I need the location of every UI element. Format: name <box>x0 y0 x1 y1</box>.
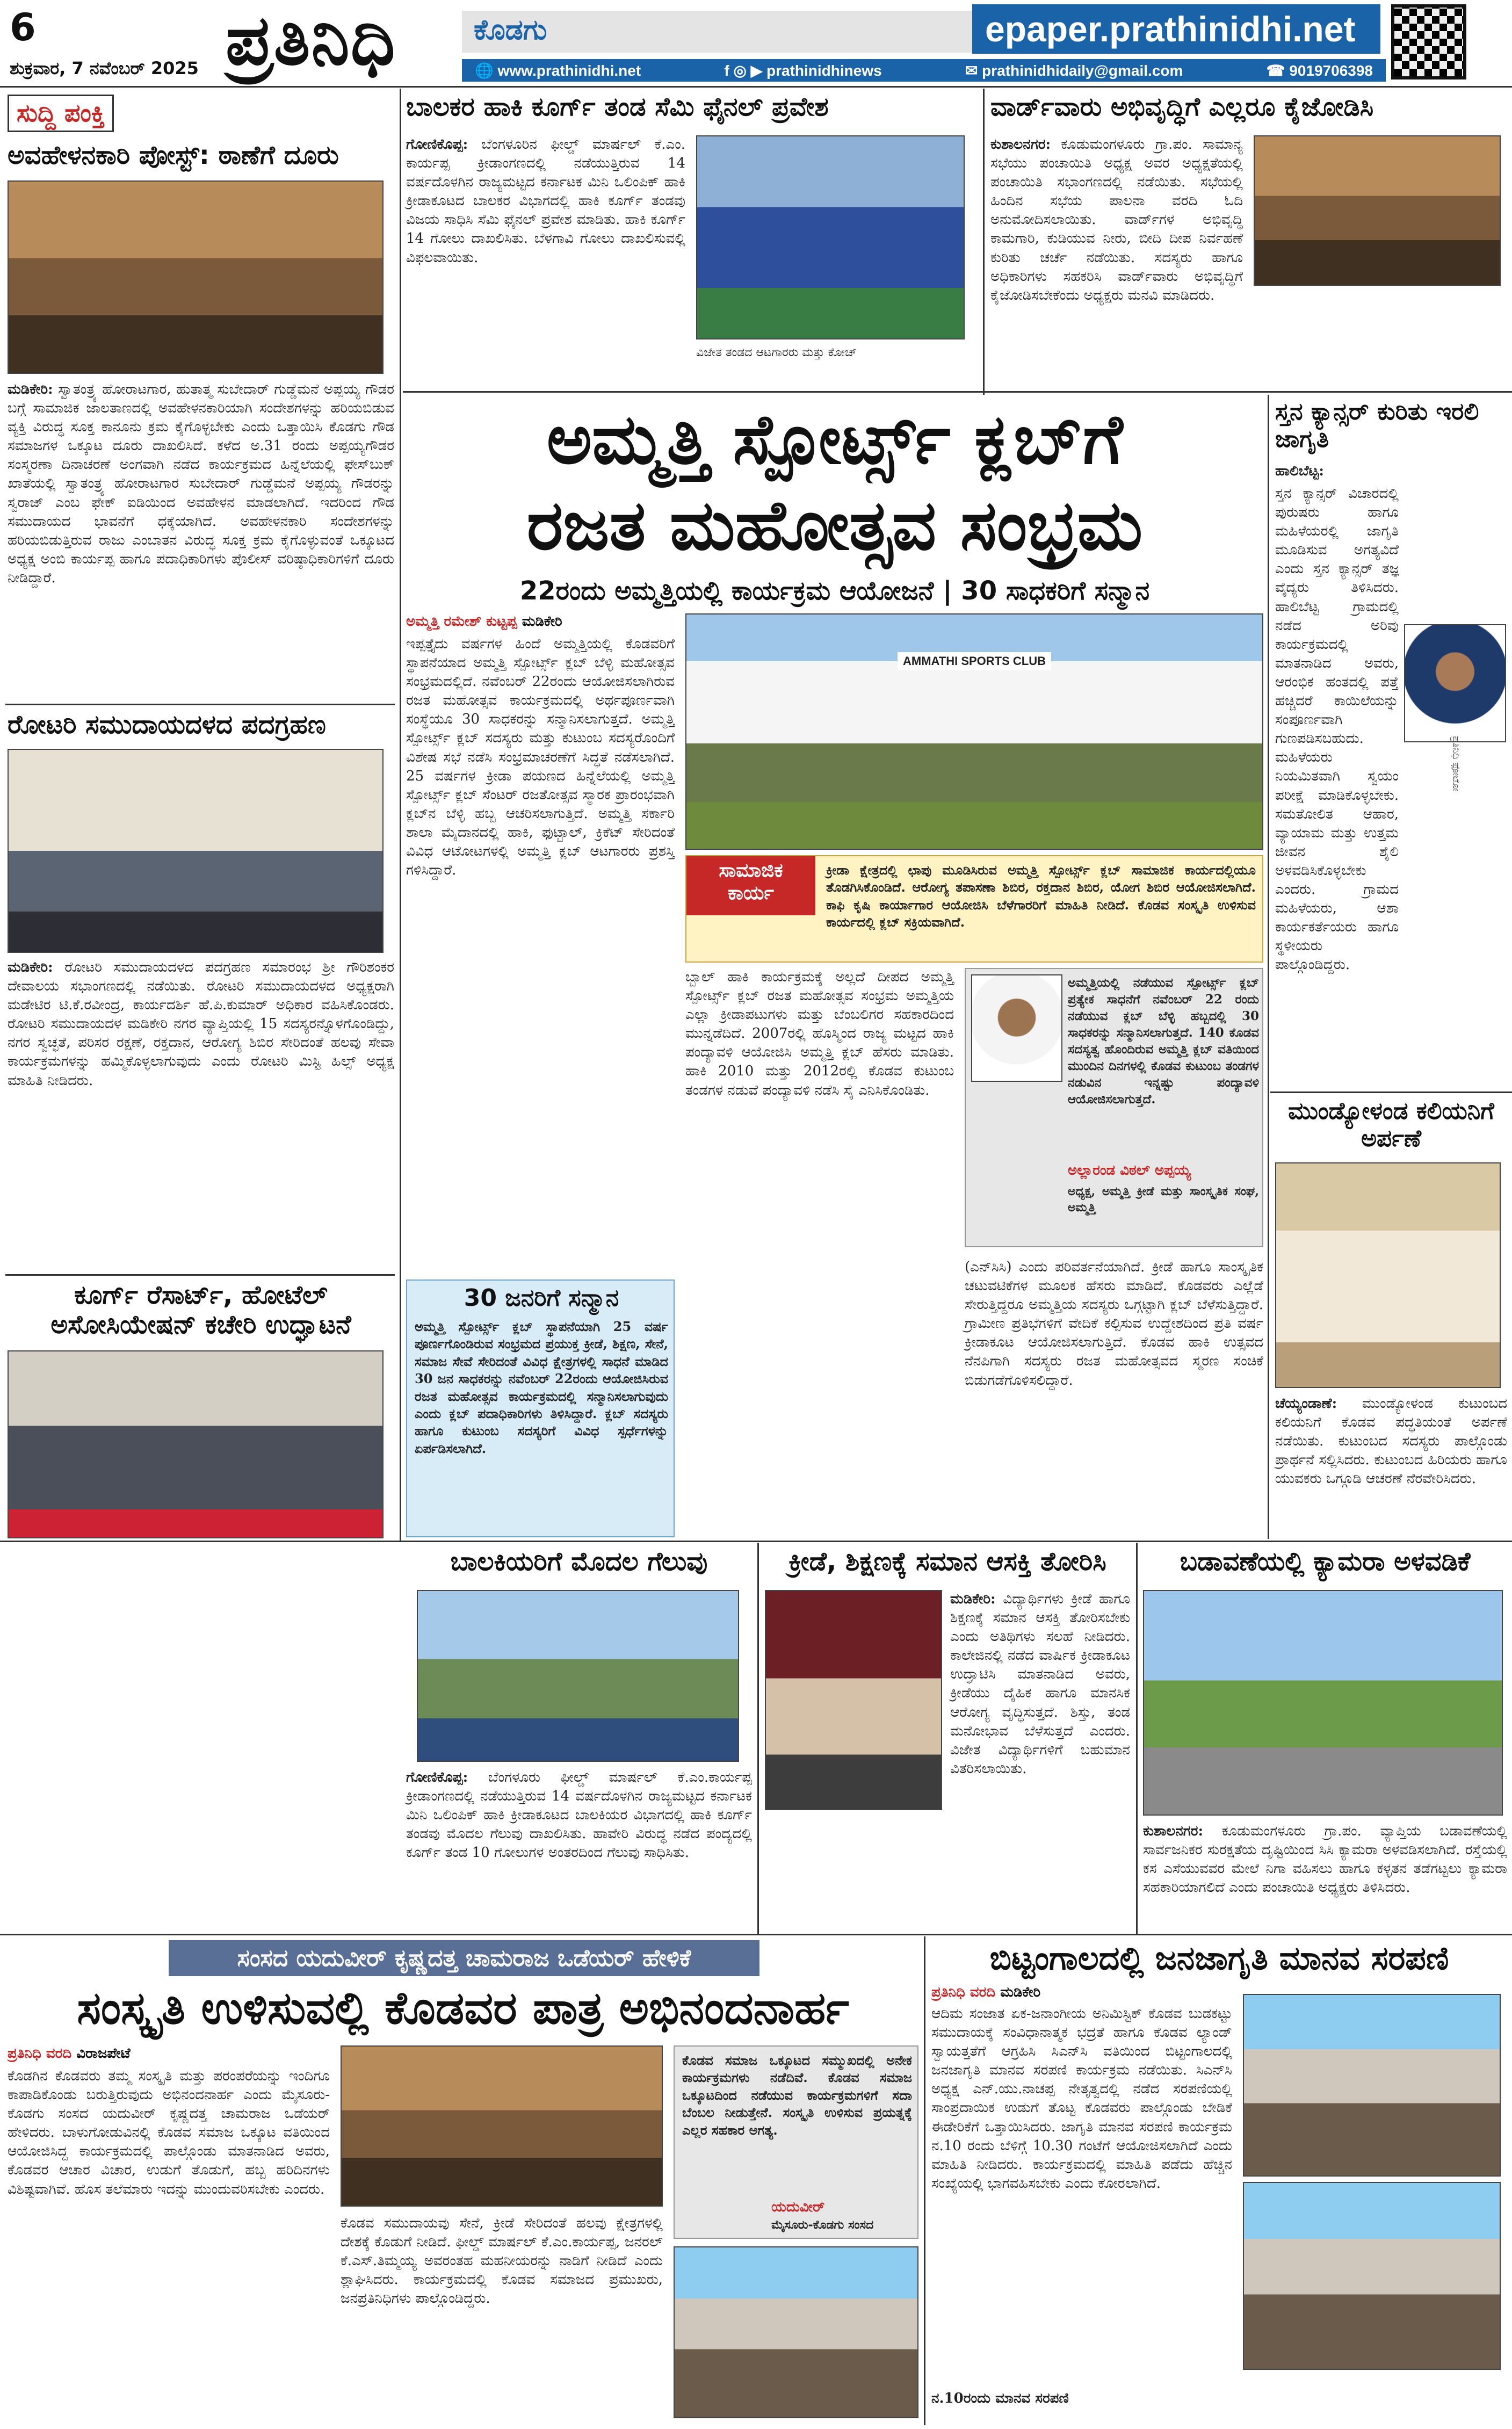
article-byline: ಪ್ರತಿನಿಧಿ ವರದಿ ವಿರಾಜಪೇಟೆ <box>8 2045 131 2062</box>
section-divider <box>1270 1091 1512 1093</box>
article-body: ಮಡಿಕೇರಿ: ವಿದ್ಯಾರ್ಥಿಗಳು ಕ್ರೀಡೆ ಹಾಗೂ ಶಿಕ್ಷಣಕ್ಕೆ ಸಮಾನ ಆಸಕ್ತಿ ತೋರಿಸಬೇಕು ಎಂದು ಅತಿಥಿಗಳು ಸಲಹೆ ನೀಡಿದರು. ಕಾಲೇಜಿನಲ್ಲಿ ನಡೆದ ವಾರ್ಷಿಕ ಕ್ರೀಡಾಕೂಟ ಉದ್ಘಾಟಿಸಿ ಮಾತನಾಡಿದ ಅವರು, ಕ್ರೀಡೆಯು ದೈಹಿಕ ಹಾಗೂ ಮಾನಸಿಕ ಆರೋಗ್ಯ ವೃದ್ಧಿಸುತ್ತದೆ. ಶಿಸ್ತು, ತಂಡ ಮನೋಭಾವ ಬೆಳೆಸುತ್ತದೆ ಎಂದರು. ವಿಜೇತ ವಿದ್ಯಾರ್ಥಿಗಳಿಗೆ ಬಹುಮಾನ ವಿತರಿಸಲಾಯಿತು. <box>950 1591 1131 1777</box>
quote-author: ಯದುವೀರ್ <box>771 2199 825 2215</box>
article-body-col1: ಕೊಡಗಿನ ಕೊಡವರು ತಮ್ಮ ಸಂಸ್ಕೃತಿ ಮತ್ತು ಪರಂಪರೆಯನ್ನು ಇಂದಿಗೂ ಕಾಪಾಡಿಕೊಂಡು ಬರುತ್ತಿರುವುದು ಅಭಿನಂದನಾರ್ಹ ಎಂದು ಮೈಸೂರು-ಕೊಡಗು ಸಂಸದ ಯದುವೀರ್ ಕೃಷ್ಣದತ್ತ ಚಾಮರಾಜ ಒಡೆಯರ್ ಹೇಳಿದರು. ಬಾಳುಗೋಡುವಿನಲ್ಲಿ ಕೊಡವ ಸಮಾಜ ಒಕ್ಕೂಟ ವತಿಯಿಂದ ಆಯೋಜಿಸಿದ್ದ ಕಾರ್ಯಕ್ರಮದಲ್ಲಿ ಪಾಲ್ಗೊಂಡು ಮಾತನಾಡಿದ ಅವರು, ಕೊಡವರ ಆಚಾರ ವಿಚಾರ, ಉಡುಗೆ ತೊಡುಗೆ, ಹಬ್ಬ ಹರಿದಿನಗಳು ವಿಶಿಷ್ಟವಾಗಿವೆ. ಹೊಸ ತಲೆಮಾರು ಇದನ್ನು ಮುಂದುವರಿಸಬೇಕು ಎಂದರು. <box>8 2068 330 2197</box>
mp-quote <box>674 2045 918 2239</box>
lead-byline: ಅಮ್ಮತ್ತಿ ರಮೇಶ್ ಕುಟ್ಟಪ್ಪ ಮಡಿಕೇರಿ <box>406 613 562 630</box>
article-photo <box>341 2045 663 2207</box>
column-divider <box>1268 395 1269 1539</box>
lead-subheadline: 22ರಂದು ಅಮ್ಮತ್ತಿಯಲ್ಲಿ ಕಾರ್ಯಕ್ರಮ ಆಯೋಜನೆ | 30 ಸಾಧಕರಿಗೆ ಸನ್ಮಾನ <box>519 576 1150 606</box>
lead-headline-line2: ರಜತ ಮಹೋತ್ಸವ ಸಂಭ್ರಮ <box>526 486 1143 566</box>
section-divider <box>0 1541 1512 1542</box>
section-divider <box>5 704 395 705</box>
article-photo <box>765 1590 942 1810</box>
honors-title: 30 ಜನರಿಗೆ ಸನ್ಮಾನ <box>464 1284 619 1312</box>
quote-author: ಅಲ್ಲಾರಂಡ ವಿಠಲ್ ಅಪ್ಪಯ್ಯ <box>1068 1162 1191 1179</box>
article-photo <box>8 749 384 953</box>
article-body: ಸ್ತನ ಕ್ಯಾನ್ಸರ್ ವಿಚಾರದಲ್ಲಿ ಪುರುಷರು ಹಾಗೂ ಮಹಿಳೆಯರಲ್ಲಿ ಜಾಗೃತಿ ಮೂಡಿಸುವ ಅಗತ್ಯವಿದೆ ಎಂದು ಸ್ತನ ಕ್ಯಾನ್ಸರ್ ತಜ್ಞ ವೈದ್ಯರು ತಿಳಿಸಿದರು. ಹಾಲಿಬೆಟ್ಟ ಗ್ರಾಮದಲ್ಲಿ ನಡೆದ ಅರಿವು ಕಾರ್ಯಕ್ರಮದಲ್ಲಿ ಮಾತನಾಡಿದ ಅವರು, ಆರಂಭಿಕ ಹಂತದಲ್ಲಿ ಪತ್ತೆ ಹಚ್ಚಿದರೆ ಕಾಯಿಲೆಯನ್ನು ಸಂಪೂರ್ಣವಾಗಿ ಗುಣಪಡಿಸಬಹುದು. ಮಹಿಳೆಯರು ನಿಯಮಿತವಾಗಿ ಸ್ವಯಂ ಪರೀಕ್ಷೆ ಮಾಡಿಕೊಳ್ಳಬೇಕು. ಸಮತೋಲಿತ ಆಹಾರ, ವ್ಯಾಯಾಮ ಮತ್ತು ಉತ್ತಮ ಜೀವನ ಶೈಲಿ ಅಳವಡಿಸಿಕೊಳ್ಳಬೇಕು ಎಂದರು. ಗ್ರಾಮದ ಮಹಿಳೆಯರು, ಆಶಾ ಕಾರ್ಯಕರ್ತೆಯರು ಹಾಗೂ ಸ್ಥಳೀಯರು ಪಾಲ್ಗೊಂಡಿದ್ದರು. <box>1275 486 1399 973</box>
quote-role: ಮೈಸೂರು-ಕೊಡಗು ಸಂಸದ <box>771 2218 874 2232</box>
column-divider <box>924 1936 925 2425</box>
lead-body-col1: ಇಪ್ಪತ್ತೈದು ವರ್ಷಗಳ ಹಿಂದೆ ಅಮ್ಮತ್ತಿಯಲ್ಲಿ ಕೊಡವರಿಗೆ ಸ್ಥಾಪನೆಯಾದ ಅಮ್ಮತ್ತಿ ಸ್ಪೋರ್ಟ್ಸ್ ಕ್ಲಬ್ ಬೆಳ್ಳಿ ಮಹೋತ್ಸವ ಸಂಭ್ರಮದಲ್ಲಿದೆ. ನವೆಂಬರ್ 22ರಂದು ಆಯೋಜಿಸಲಾಗಿರುವ ರಜತ ಮಹೋತ್ಸವ ಕಾರ್ಯಕ್ರಮದಲ್ಲಿ ಅರ್ಥಪೂರ್ಣವಾಗಿ ಸಂಸ್ಥೆಯೂ 30 ಸಾಧಕರನ್ನು ಸನ್ಮಾನಿಸಲಾಗುತ್ತದೆ. ಅಮ್ಮತ್ತಿ ಸ್ಪೋರ್ಟ್ಸ್ ಕ್ಲಬ್ ಸದಸ್ಯರು ಮತ್ತು ಕುಟುಂಬ ಸದಸ್ಯರೊಂದಿಗೆ ವಿಶೇಷ ಸಭೆ ನಡೆಸಿ ಸಂಭ್ರಮಾಚರಣೆಗೆ ಸಿದ್ಧತೆ ನಡೆಸಲಾಗಿದೆ. 25 ವರ್ಷಗಳ ಕ್ರೀಡಾ ಪಯಣದ ಹಿನ್ನೆಲೆಯಲ್ಲಿ ಅಮ್ಮತ್ತಿ ಸ್ಪೋರ್ಟ್ಸ್ ಕ್ಲಬ್ ಸೆಂಟರ್ ರಜತೋತ್ಸವ ಸ್ಮಾರಕ ಪ್ರಾರಂಭವಾಗಿ ಕ್ಲಬ್‌ನ ಬೆಳ್ಳಿ ಹಬ್ಬ ಆಚರಿಸಲಾಗುತ್ತಿದೆ. ಅಮ್ಮತ್ತಿ ಸರ್ಕಾರಿ ಶಾಲಾ ಮೈದಾನದಲ್ಲಿ ಹಾಕಿ, ಫುಟ್ಬಾಲ್, ಕ್ರಿಕೆಟ್ ಸೇರಿದಂತೆ ವಿವಿಧ ಆಟೋಟಗಳಲ್ಲಿ ಅಮ್ಮತ್ತಿ ಕ್ಲಬ್ ಆಟಗಾರರು ಪ್ರಶಸ್ತಿ ಗಳಿಸಿದ್ದಾರೆ. <box>406 636 675 879</box>
article-photo <box>8 1350 384 1538</box>
article-photo <box>1143 1590 1503 1816</box>
honors-box <box>406 1279 675 1537</box>
article-photo <box>417 1590 739 1762</box>
article-footer: ನ.10ರಂದು ಮಾನವ ಸರಪಣಿ <box>931 2390 1069 2406</box>
email-link[interactable]: ✉ prathinidhidaily@gmail.com <box>965 62 1183 79</box>
photo-caption: ವಿಜೇತ ತಂಡದ ಆಟಗಾರರು ಮತ್ತು ಕೋಚ್ <box>696 346 857 359</box>
article-photo <box>1254 135 1501 286</box>
section-divider <box>403 391 1512 393</box>
section-divider <box>0 1934 1512 1935</box>
column-divider <box>983 89 985 395</box>
story-ribbon: ಸಂಸದ ಯದುವೀರ್ ಕೃಷ್ಣದತ್ತ ಚಾಮರಾಜ ಒಡೆಯರ್ ಹೇಳಿಕೆ <box>169 1940 759 1976</box>
article-headline: ಬಾಲಕರ ಹಾಕಿ ಕೂರ್ಗ್ ತಂಡ ಸೆಮಿ ಫೈನಲ್ ಪ್ರವೇಶ <box>406 92 829 122</box>
social-work-text: ಕ್ರೀಡಾ ಕ್ಷೇತ್ರದಲ್ಲಿ ಛಾಪು ಮೂಡಿಸಿರುವ ಅಮ್ಮತ್ತಿ ಸ್ಪೋರ್ಟ್ಸ್ ಕ್ಲಬ್ ಸಾಮಾಜಿಕ ಕಾರ್ಯದಲ್ಲಿಯೂ ತೊಡಗಿಸಿಕೊಂಡಿದೆ. ಆರೋಗ್ಯ ತಪಾಸಣಾ ಶಿಬಿರ, ರಕ್ತದಾನ ಶಿಬಿರ, ಯೋಗ ಶಿಬಿರ ಆಯೋಜಿಸಲಾಗಿದೆ. ಕಾಫಿ ಕೃಷಿ ಕಾರ್ಯಾಗಾರ ಆಯೋಜಿಸಿ ಬೆಳೆಗಾರರಿಗೆ ಮಾಹಿತಿ ನೀಡಿದೆ. ಕೊಡವ ಸಂಸ್ಕೃತಿ ಉಳಿಸುವ ಕಾರ್ಯದಲ್ಲಿ ಕ್ಲಬ್ ಸಕ್ರಿಯವಾಗಿದೆ. <box>826 862 1256 930</box>
article-body-lead: ಹಾಲಿಬೆಟ್ಟ: <box>1275 463 1325 479</box>
column-divider <box>1136 1543 1138 1935</box>
article-photo <box>696 135 965 339</box>
article-body-col2: ಕೊಡವ ಸಮುದಾಯವು ಸೇನೆ, ಕ್ರೀಡೆ ಸೇರಿದಂತೆ ಹಲವು ಕ್ಷೇತ್ರಗಳಲ್ಲಿ ದೇಶಕ್ಕೆ ಕೊಡುಗೆ ನೀಡಿದೆ. ಫೀಲ್ಡ್ ಮಾರ್ಷಲ್ ಕೆ.ಎಂ.ಕಾರ್ಯಪ್ಪ, ಜನರಲ್ ಕೆ.ಎಸ್.ತಿಮ್ಮಯ್ಯ ಅವರಂತಹ ಮಹನೀಯರನ್ನು ನಾಡಿಗೆ ನೀಡಿದೆ ಎಂದು ಶ್ಲಾಘಿಸಿದರು. ಕಾರ್ಯಕ್ರಮದಲ್ಲಿ ಕೊಡವ ಸಮಾಜದ ಪ್ರಮುಖರು, ಜನಪ್ರತಿನಿಧಿಗಳು ಪಾಲ್ಗೊಂಡಿದ್ದರು. <box>341 2215 663 2307</box>
quote-text: ಅಮ್ಮತ್ತಿಯಲ್ಲಿ ನಡೆಯುವ ಸ್ಪೋರ್ಟ್ಸ್ ಕ್ಲಬ್ ಪ್ರತ್ಯೇಕ ಸಾಧನೆಗೆ ನವೆಂಬರ್ 22 ರಂದು ನಡೆಯುವ ಕ್ಲಬ್ ಬೆಳ್ಳಿ ಹಬ್ಬದಲ್ಲಿ 30 ಸಾಧಕರನ್ನು ಸನ್ಮಾನಿಸಲಾಗುತ್ತದೆ. 140 ಕೊಡವ ಸದಸ್ಯತ್ವ ಹೊಂದಿರುವ ಅಮ್ಮತ್ತಿ ಕ್ಲಬ್ ವತಿಯಿಂದ ಮುಂದಿನ ದಿನಗಳಲ್ಲಿ ಕೊಡವ ಕುಟುಂಬ ತಂಡಗಳ ನಡುವಿನ ಇನ್ನಷ್ಟು ಪಂದ್ಯಾವಳಿ ಆಯೋಜಿಸಲಾಗುತ್ತದೆ. <box>1068 975 1259 1107</box>
article-headline: ಸಂಸ್ಕೃತಿ ಉಳಿಸುವಲ್ಲಿ ಕೊಡವರ ಪಾತ್ರ ಅಭಿನಂದನಾರ್ಹ <box>77 1982 849 2034</box>
article-photo-1 <box>1243 1994 1501 2177</box>
article-headline: ಕ್ರೀಡೆ, ಶಿಕ್ಷಣಕ್ಕೆ ಸಮಾನ ಆಸಕ್ತಿ ತೋರಿಸಿ <box>788 1546 1106 1577</box>
article-headline: ಮುಂಡ್ಯೋಳಂಡ ಕಲಿಯನಿಗೆ ಅರ್ಪಣೆ <box>1288 1097 1494 1152</box>
article-body: ಕುಶಾಲನಗರ: ಕೂಡುಮಂಗಳೂರು ಗ್ರಾ.ಪಂ. ಸಾಮಾನ್ಯ ಸಭೆಯು ಪಂಚಾಯಿತಿ ಅಧ್ಯಕ್ಷ ಅವರ ಅಧ್ಯಕ್ಷತೆಯಲ್ಲಿ ಪಂಚಾಯಿತಿ ಸಭಾಂಗಣದಲ್ಲಿ ನಡೆಯಿತು. ಸಭೆಯಲ್ಲಿ ಹಿಂದಿನ ಸಭೆಯ ಪಾಲನಾ ವರದಿ ಓದಿ ಅನುಮೋದಿಸಲಾಯಿತು. ವಾರ್ಡ್‌ಗಳ ಅಭಿವೃದ್ಧಿ ಕಾಮಗಾರಿ, ಕುಡಿಯುವ ನೀರು, ಬೀದಿ ದೀಪ ನಿರ್ವಹಣೆ ಕುರಿತು ಚರ್ಚೆ ನಡೆಯಿತು. ಸದಸ್ಯರು ಹಾಗೂ ಅಧಿಕಾರಿಗಳು ಸಹಕರಿಸಿ ವಾರ್ಡ್‌ವಾರು ಅಭಿವೃದ್ಧಿಗೆ ಕೈಜೋಡಿಸಬೇಕೆಂದು ಅಧ್ಯಕ್ಷರು ಮನವಿ ಮಾಡಿದರು. <box>990 136 1243 303</box>
article-body: ಆದಿಮ ಸಂಜಾತ ಏಕ-ಜನಾಂಗೀಯ ಅನಿಮಿಸ್ಟಿಕ್ ಕೊಡವ ಬುಡಕಟ್ಟು ಸಮುದಾಯಕ್ಕೆ ಸಂವಿಧಾನಾತ್ಮಕ ಭದ್ರತೆ ಹಾಗೂ ಕೊಡವ ಲ್ಯಾಂಡ್ ಸ್ವಾಯತ್ತತೆಗೆ ಆಗ್ರಹಿಸಿ ಸಿಎನ್‌ಸಿ ವತಿಯಿಂದ ಬಿಟ್ಟಂಗಾಲದಲ್ಲಿ ಜನಜಾಗೃತಿ ಮಾನವ ಸರಪಣಿ ಕಾರ್ಯಕ್ರಮ ನಡೆಯಿತು. ಸಿಎನ್‌ಸಿ ಅಧ್ಯಕ್ಷ ಎನ್.ಯು.ನಾಚಪ್ಪ ನೇತೃತ್ವದಲ್ಲಿ ನಡೆದ ಸರಪಣಿಯಲ್ಲಿ ಸಾಂಪ್ರದಾಯಿಕ ಉಡುಗೆ ತೊಟ್ಟ ಕೊಡವರು ಪಾಲ್ಗೊಂಡು ಬೇಡಿಕೆ ಈಡೇರಿಕೆಗೆ ಒತ್ತಾಯಿಸಿದರು. ಜಾಗೃತಿ ಮಾನವ ಸರಪಣಿ ಕಾರ್ಯಕ್ರಮ ನ.10 ರಂದು ಬೆಳಿಗ್ಗೆ 10.30 ಗಂಟೆಗೆ ಆಯೋಜಿಸಲಾಗಿದೆ ಎಂದು ಮಾಹಿತಿ ನೀಡಿದರು. ಕಾರ್ಯಕ್ರಮದಲ್ಲಿ ಮಾಹಿತಿ ಪಡೆದು ಹೆಚ್ಚಿನ ಸಂಖ್ಯೆಯಲ್ಲಿ ಭಾಗವಹಿಸಬೇಕು ಎಂದು ಕೋರಲಾಗಿದೆ. <box>931 2006 1232 2192</box>
article-headline: ಸ್ತನ ಕ್ಯಾನ್ಸರ್ ಕುರಿತು ಇರಲಿ ಜಾಗೃತಿ <box>1275 398 1479 453</box>
lead-body-col3: (ಎನ್‌ಸಿಸಿ) ಎಂದು ಪರಿವರ್ತನೆಯಾಗಿದೆ. ಕ್ರೀಡೆ ಹಾಗೂ ಸಾಂಸ್ಕೃತಿಕ ಚಟುವಟಿಕೆಗಳ ಮೂಲಕ ಹೆಸರು ಮಾಡಿದೆ. ಕೊಡವರು ಎಲ್ಲೆಡೆ ಸೇರುತ್ತಿದ್ದರೂ ಅಮ್ಮತ್ತಿಯ ಸದಸ್ಯರು ಒಗ್ಗಟ್ಟಾಗಿ ಕ್ಲಬ್ ಬೆಳೆಸುತ್ತಿದ್ದಾರೆ. ಗ್ರಾಮೀಣ ಪ್ರತಿಭೆಗಳಿಗೆ ವೇದಿಕೆ ಕಲ್ಪಿಸುವ ಉದ್ದೇಶದಿಂದ ಪ್ರತಿ ವರ್ಷ ಕ್ರೀಡಾಕೂಟ ಆಯೋಜಿಸಲಾಗುತ್ತಿದೆ. ಕೊಡವ ಹಾಕಿ ಉತ್ಸವದ ನೆನಪಿಗಾಗಿ ಸದಸ್ಯರು ರಜತ ಮಹೋತ್ಸವದ ಸ್ಮರಣ ಸಂಚಿಕೆ ಬಿಡುಗಡೆಗೊಳಿಸಲಿದ್ದಾರೆ. <box>965 1259 1263 1389</box>
photo-credit: ಪ್ರತಿನಿಧಿ ಫೋಟೋ <box>1450 736 1462 792</box>
lead-headline-line1: ಅಮ್ಮತ್ತಿ ಸ್ಪೋರ್ಟ್ಸ್ ಕ್ಲಬ್‌ಗೆ <box>546 400 1123 480</box>
article-photo <box>1275 1162 1501 1388</box>
phone-number[interactable]: ☎ 9019706398 <box>1266 62 1373 79</box>
quote-text: ಕೊಡವ ಸಮಾಜ ಒಕ್ಕೂಟದ ಸಮ್ಮುಖದಲ್ಲಿ ಅನೇಕ ಕಾರ್ಯಕ್ರಮಗಳು ನಡೆದಿವೆ. ಕೊಡವ ಸಮಾಜ ಒಕ್ಕೂಟದಿಂದ ನಡೆಯುವ ಕಾರ್ಯಕ್ರಮಗಳಿಗೆ ಸದಾ ಬೆಂಬಲ ನೀಡುತ್ತೇನೆ. ಸಂಸ್ಕೃತಿ ಉಳಿಸುವ ಪ್ರಯತ್ನಕ್ಕೆ ಎಲ್ಲರ ಸಹಕಾರ ಅಗತ್ಯ. <box>682 2052 912 2138</box>
article-body: ಮಡಿಕೇರಿ: ರೋಟರಿ ಸಮುದಾಯದಳದ ಪದಗ್ರಹಣ ಸಮಾರಂಭ ಶ್ರೀ ಗೌರಿಶಂಕರ ದೇವಾಲಯ ಸಭಾಂಗಣದಲ್ಲಿ ನಡೆಯಿತು. ರೋಟರಿ ಸಮುದಾಯದಳದ ಅಧ್ಯಕ್ಷರಾಗಿ ಮಡೇಟಿರ ಟಿ.ಕೆ.ರವೀಂದ್ರ, ಕಾರ್ಯದರ್ಶಿ ಹೆ.ಪಿ.ಕುಮಾರ್ ಅಧಿಕಾರ ವಹಿಸಿಕೊಂಡರು. ರೋಟರಿ ಸಮುದಾಯದಳ ಮಡಿಕೇರಿ ನಗರ ವ್ಯಾಪ್ತಿಯಲ್ಲಿ 15 ಸದಸ್ಯರನ್ನೊಳಗೊಂಡಿದ್ದು, ನಗರ ಸ್ವಚ್ಛತೆ, ಪರಿಸರ ರಕ್ಷಣೆ, ರಕ್ತದಾನ, ಆರೋಗ್ಯ ಶಿಬಿರ ಸೇರಿದಂತೆ ಹಲವು ಸೇವಾ ಕಾರ್ಯಕ್ರಮಗಳನ್ನು ಹಮ್ಮಿಕೊಳ್ಳಲಾಗುವುದು ಎಂದು ರೋಟರಿ ಮಿಸ್ಟಿ ಹಿಲ್ಸ್ ಅಧ್ಯಕ್ಷ ಮಾಹಿತಿ ನೀಡಿದರು. <box>8 959 395 1089</box>
article-headline: ರೋಟರಿ ಸಮುದಾಯದಳದ ಪದಗ್ರಹಣ <box>8 710 326 740</box>
honors-text: ಅಮ್ಮತ್ತಿ ಸ್ಪೋರ್ಟ್ಸ್ ಕ್ಲಬ್ ಸ್ಥಾಪನೆಯಾಗಿ 25 ವರ್ಷ ಪೂರ್ಣಗೊಂಡಿರುವ ಸಂಭ್ರಮದ ಪ್ರಯುಕ್ತ ಕ್ರೀಡೆ, ಶಿಕ್ಷಣ, ಸೇನೆ, ಸಮಾಜ ಸೇವೆ ಸೇರಿದಂತೆ ವಿವಿಧ ಕ್ಷೇತ್ರಗಳಲ್ಲಿ ಸಾಧನೆ ಮಾಡಿದ 30 ಜನ ಸಾಧಕರನ್ನು ನವೆಂಬರ್ 22ರಂದು ಆಯೋಜಿಸಿರುವ ರಜತ ಮಹೋತ್ಸವ ಕಾರ್ಯಕ್ರಮದಲ್ಲಿ ಸನ್ಮಾನಿಸಲಾಗುವುದು ಎಂದು ಕ್ಲಬ್ ಪದಾಧಿಕಾರಿಗಳು ತಿಳಿಸಿದ್ದಾರೆ. ಕ್ಲಬ್ ಸದಸ್ಯರು ಹಾಗೂ ಕುಟುಂಬ ಸದಸ್ಯರಿಗೆ ವಿವಿಧ ಸ್ಪರ್ಧೆಗಳನ್ನು ಏರ್ಪಡಿಸಲಾಗಿದೆ. <box>415 1319 668 1456</box>
ammathi-lead-article <box>406 399 1263 1537</box>
club-sign: AMMATHI SPORTS CLUB <box>898 652 1051 670</box>
social-work-box <box>685 855 1263 963</box>
article-body: ಚೆಯ್ಯಂಡಾಣೆ: ಮುಂಡ್ಯೋಳಂಡ ಕುಟುಂಬದ ಕಲಿಯನಿಗೆ ಕೊಡವ ಪದ್ಧತಿಯಂತೆ ಅರ್ಪಣೆ ನಡೆಯಿತು. ಕುಟುಂಬದ ಸದಸ್ಯರು ಪಾಲ್ಗೊಂಡು ಪ್ರಾರ್ಥನೆ ಸಲ್ಲಿಸಿದರು. ಕುಟುಂಬದ ಹಿರಿಯರು ಹಾಗೂ ಯುವಕರು ಒಗ್ಗೂಡಿ ಆಚರಣೆ ನೆರವೇರಿಸಿದರು. <box>1275 1396 1508 1487</box>
article-headline: ವಾರ್ಡ್‌ವಾರು ಅಭಿವೃದ್ಧಿಗೆ ಎಲ್ಲರೂ ಕೈಜೋಡಿಸಿ <box>990 92 1374 122</box>
article-photo <box>8 180 384 374</box>
president-quote <box>965 968 1263 1247</box>
article-body: ಗೋಣಿಕೊಪ್ಪ: ಬೆಂಗಳೂರು ಫೀಲ್ಡ್ ಮಾರ್ಷಲ್ ಕೆ.ಎಂ.ಕಾರ್ಯಪ್ಪ ಕ್ರೀಡಾಂಗಣದಲ್ಲಿ ನಡೆಯುತ್ತಿರುವ 14 ವರ್ಷದೊಳಗಿನ ರಾಜ್ಯಮಟ್ಟದ ಕರ್ನಾಟಕ ಮಿನಿ ಒಲಿಂಪಿಕ್ ಹಾಕಿ ಕ್ರೀಡಾಕೂಟದ ಬಾಲಕಿಯರ ವಿಭಾಗದಲ್ಲಿ ಹಾಕಿ ಕೂರ್ಗ್ ತಂಡವು ಮೊದಲ ಗೆಲುವು ದಾಖಲಿಸಿತು. ಹಾವೇರಿ ವಿರುದ್ಧ ನಡೆದ ಪಂದ್ಯದಲ್ಲಿ ಕೂರ್ಗ್ ತಂಡ 10 ಗೋಲುಗಳ ಅಂತರದಿಂದ ಗೆಲುವು ಸಾಧಿಸಿತು. <box>406 1769 752 1861</box>
article-byline: ಪ್ರತಿನಿಧಿ ವರದಿ ಮಡಿಕೇರಿ <box>931 1984 1041 2000</box>
section-divider <box>5 1274 395 1276</box>
masthead <box>0 0 1512 81</box>
article-headline: ಬಡಾವಣೆಯಲ್ಲಿ ಕ್ಯಾಮರಾ ಅಳವಡಿಕೆ <box>1180 1546 1471 1577</box>
social-work-tag: ಸಾಮಾಜಿಕ ಕಾರ್ಯ <box>686 856 815 915</box>
article-headline: ಅವಹೇಳನಕಾರಿ ಪೋಸ್ಟ್: ಠಾಣೆಗೆ ದೂರು <box>8 140 339 170</box>
article-headline: ಬಾಲಕಿಯರಿಗೆ ಮೊದಲ ಗೆಲುವು <box>450 1546 708 1577</box>
edition-label: ಕೊಡಗು <box>462 11 983 53</box>
president-photo <box>971 974 1062 1082</box>
epaper-link[interactable]: epaper.prathinidhi.net <box>972 4 1380 54</box>
lead-body-col2: ಬ್ಬಾಲ್ ಹಾಕಿ ಕಾರ್ಯಕ್ರಮಕ್ಕೆ ಅಲ್ಲದೆ ದೀಪದ ಅಮ್ಮತ್ತಿ ಸ್ಪೋರ್ಟ್ಸ್ ಕ್ಲಬ್ ರಜತ ಮಹೋತ್ಸವ ಸಂಭ್ರಮ ಅಮ್ಮತ್ತಿಯ ಎಲ್ಲಾ ಕ್ರೀಡಾಪಟುಗಳು ಮತ್ತು ಬೆಂಬಲಿಗರ ಸಹಕಾರದಿಂದ ಮುನ್ನಡೆದಿದೆ. 2007ರಲ್ಲಿ ಹೊಸ್ಮಿಂದ ರಾಜ್ಯ ಮಟ್ಟದ ಹಾಕಿ ಪಂದ್ಯಾವಳಿ ಆಯೋಜಿಸಿ ಅಮ್ಮತ್ತಿ ಕ್ಲಬ್ ಹೆಸರು ಮಾಡಿತು. ಹಾಕಿ 2010 ಮತ್ತು 2012ರಲ್ಲಿ ಕೊಡವ ಕುಟುಂಬ ತಂಡಗಳ ನಡುವೆ ಪಂದ್ಯಾವಳಿ ನಡೆಸಿ ಸೈ ಎನಿಸಿಕೊಂಡಿತು. <box>685 969 954 1098</box>
article-body: ಮಡಿಕೇರಿ: ಸ್ವಾತಂತ್ರ್ಯ ಹೋರಾಟಗಾರ, ಹುತಾತ್ಮ ಸುಬೇದಾರ್ ಗುಡ್ಡೆಮನೆ ಅಪ್ಪಯ್ಯ ಗೌಡರ ಬಗ್ಗೆ ಸಾಮಾಜಿಕ ಜಾಲತಾಣದಲ್ಲಿ ಅವಹೇಳನಕಾರಿಯಾಗಿ ಸಂದೇಶಗಳನ್ನು ಹರಿಯಬಿಡುವ ವ್ಯಕ್ತಿ ವಿರುದ್ಧ ಸೂಕ್ತ ಕಾನೂನು ಕ್ರಮ ಕೈಗೊಳ್ಳಬೇಕು ಎಂದು ಒತ್ತಾಯಿಸಿ ಕೊಡಗು ಗೌಡ ಸಮಾಜಗಳ ಒಕ್ಕೂಟ ದೂರು ದಾಖಲಿಸಿದೆ. ಕಳೆದ ಅ.31 ರಂದು ಅಪ್ಪಯ್ಯಗೌಡರ ಸಂಸ್ಮರಣಾ ದಿನಾಚರಣೆ ಅಂಗವಾಗಿ ನಡೆದ ಕಾರ್ಯಕ್ರಮದ ಹಿನ್ನೆಲೆಯಲ್ಲಿ ಫೇಸ್‌ಬುಕ್ ಖಾತೆಯಲ್ಲಿ ಸ್ವಾತಂತ್ರ್ಯ ಹೋರಾಟಗಾರ ಸುಬೇದಾರ್ ಗುಡ್ಡೆಮನೆ ಅಪ್ಪಯ್ಯ ಗೌಡರನ್ನು ಸ್ವರಾಜ್ ಎಂಬ ಫೇಕ್ ಐಡಿಯಿಂದ ಅವಹೇಳನ ಮಾಡಲಾಗಿದೆ. ಇದರಿಂದ ಗೌಡ ಸಮುದಾಯದ ಭಾವನೆಗೆ ಧಕ್ಕೆಯಾಗಿದೆ. ಅವಹೇಳನಕಾರಿ ಸಂದೇಶಗಳನ್ನು ಹರಿಯಬಿಡುತ್ತಿರುವ ರಾಜು ಎಂಬಾತನ ವಿರುದ್ಧ ಸೂಕ್ತ ಕ್ರಮ ಕೈಗೊಳ್ಳುವಂತೆ ಒಕ್ಕೂಟದ ಅಧ್ಯಕ್ಷ ಅಂಬಿ ಕಾರ್ಯಪ್ಪ ಹಾಗೂ ಪದಾಧಿಕಾರಿಗಳು ಪೊಲೀಸ್ ವರಿಷ್ಠಾಧಿಕಾರಿಗಳಿಗೆ ದೂರು ನೀಡಿದ್ದಾರೆ. <box>8 381 394 586</box>
social-handle[interactable]: f ◎ ▶ prathinidhinews <box>724 62 882 79</box>
article-body: ಕುಶಾಲನಗರ: ಕೂಡುಮಂಗಳೂರು ಗ್ರಾ.ಪಂ. ವ್ಯಾಪ್ತಿಯ ಬಡಾವಣೆಯಲ್ಲಿ ಸಾರ್ವಜನಿಕರ ಸುರಕ್ಷತೆಯ ದೃಷ್ಟಿಯಿಂದ ಸಿಸಿ ಕ್ಯಾಮರಾ ಅಳವಡಿಸಲಾಗಿದೆ. ರಸ್ತೆಯಲ್ಲಿ ಕಸ ಎಸೆಯುವವರ ಮೇಲೆ ನಿಗಾ ವಹಿಸಲು ಹಾಗೂ ಕಳ್ಳತನ ತಡೆಗಟ್ಟಲು ಕ್ಯಾಮರಾ ಸಹಕಾರಿಯಾಗಲಿದೆ ಎಂದು ಪಂಚಾಯಿತಿ ಅಧ್ಯಕ್ಷರು ತಿಳಿಸಿದರು. <box>1143 1823 1507 1896</box>
column-divider <box>400 89 401 1542</box>
contact-bar <box>462 59 1386 82</box>
column-divider <box>757 1543 759 1935</box>
doctor-photo <box>1404 624 1506 742</box>
mp-shooting-photo <box>674 2246 918 2418</box>
quote-role: ಅಧ್ಯಕ್ಷ, ಅಮ್ಮತ್ತಿ ಕ್ರೀಡೆ ಮತ್ತು ಸಾಂಸ್ಕೃತಿಕ ಸಂಘ, ಅಮ್ಮತ್ತಿ <box>1068 1184 1259 1214</box>
article-headline: ಕೂರ್ಗ್ ರೆಸಾರ್ಟ್, ಹೋಟೆಲ್ ಅಸೋಸಿಯೇಷನ್ ಕಚೇರಿ ಉದ್ಘಾಟನೆ <box>50 1280 351 1340</box>
page-number: 6 <box>10 5 36 49</box>
article-body: ಗೋಣಿಕೊಪ್ಪ: ಬೆಂಗಳೂರಿನ ಫೀಲ್ಡ್ ಮಾರ್ಷಲ್ ಕೆ.ಎಂ. ಕಾರ್ಯಪ್ಪ ಕ್ರೀಡಾಂಗಣದಲ್ಲಿ ನಡೆಯುತ್ತಿರುವ 14 ವರ್ಷದೊಳಗಿನ ರಾಜ್ಯಮಟ್ಟದ ಕರ್ನಾಟಕ ಮಿನಿ ಒಲಿಂಪಿಕ್ ಹಾಕಿ ಕ್ರೀಡಾಕೂಟದ ಬಾಲಕರ ವಿಭಾಗದಲ್ಲಿ ಹಾಕಿ ಕೂರ್ಗ್ ತಂಡವು ವಿಜಯ ಸಾಧಿಸಿ ಸೆಮಿ ಫೈನಲ್ ಪ್ರವೇಶ ಮಾಡಿತು. ಹಾಕಿ ಕೂರ್ಗ್ 14 ಗೋಲು ದಾಖಲಿಸಿತು. ಬೆಳಗಾವಿ ಗೋಲು ದಾಖಲಿಸುವಲ್ಲಿ ವಿಫಲವಾಯಿತು. <box>406 136 685 266</box>
issue-date: ಶುಕ್ರವಾರ, 7 ನವೆಂಬರ್ 2025 <box>10 58 199 78</box>
article-photo-2 <box>1243 2182 1501 2370</box>
article-headline: ಬಿಟ್ಟಂಗಾಲದಲ್ಲಿ ಜನಜಾಗೃತಿ ಮಾನವ ಸರಪಣಿ <box>989 1940 1449 1977</box>
qr-code-icon <box>1391 4 1466 79</box>
paper-name: ಪ್ರತಿನಿಧಿ <box>226 0 396 81</box>
club-building-photo <box>685 613 1263 850</box>
section-tag: ಸುದ್ದಿ ಪಂಕ್ತಿ <box>8 95 114 132</box>
masthead-divider <box>0 86 1512 88</box>
website-link[interactable]: 🌐 www.prathinidhi.net <box>475 62 641 79</box>
